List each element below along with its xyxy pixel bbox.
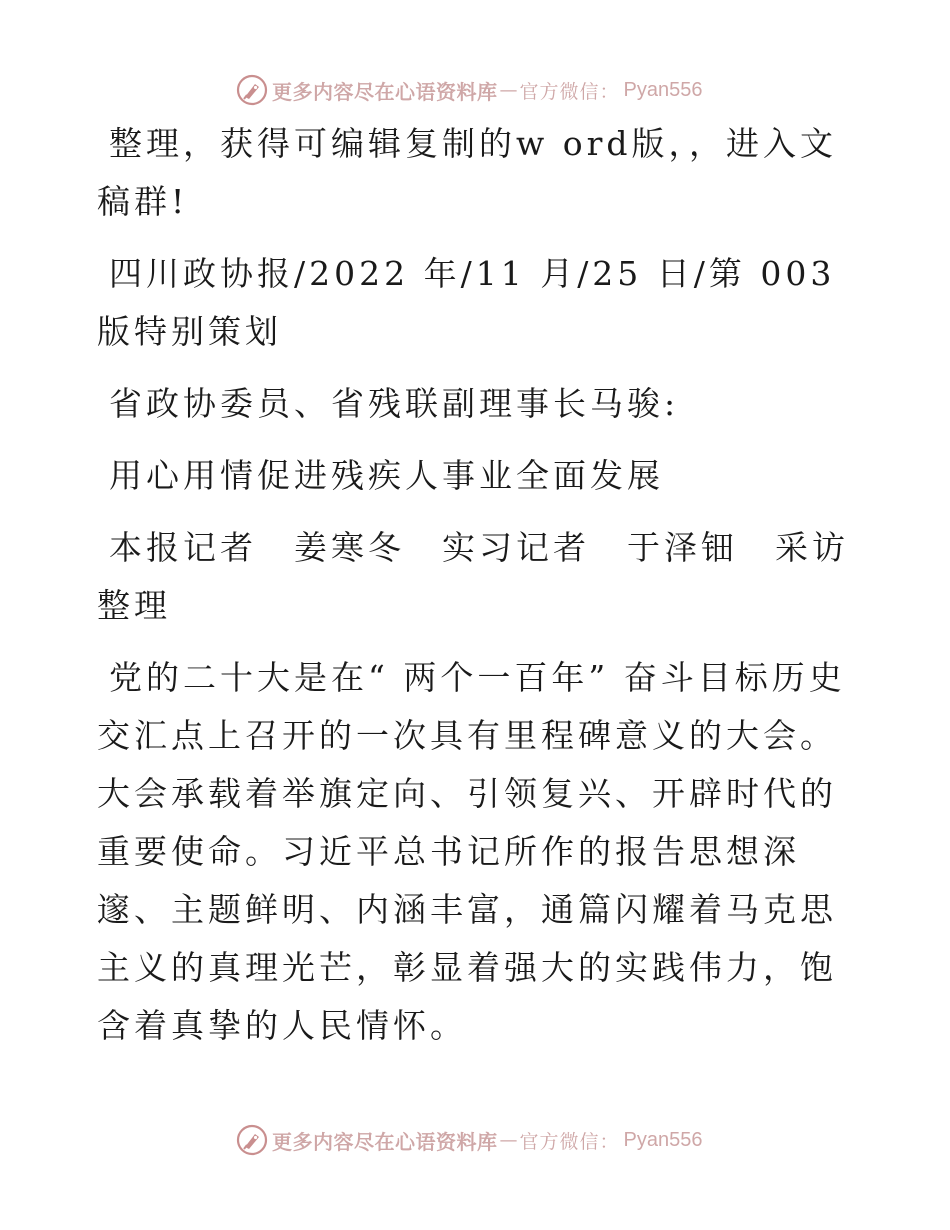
watermark-main-text: 更多内容尽在心语资料库 — [272, 1129, 498, 1154]
byline: 本报记者 姜寒冬 实习记者 于泽钿 采访整理 — [97, 528, 849, 625]
body-paragraph: 党的二十大是在“ 两个一百年” 奋斗目标历史交汇点上召开的一次具有里程碑意义的大会。大会承载着举旗定向、引领复兴、开辟时代的重要使命。习近平总书记所作的报告思想深邃、主题鲜明、内涵丰富，通篇闪耀着马克思主义的真理光芒，彰显着强大的实践伟力，饱含着真挚的人民情怀。 — [97, 658, 846, 1045]
watermark-main-text: 更多内容尽在心语资料库 — [272, 79, 498, 104]
watermark-wechat-id: Pyan556 — [623, 1128, 703, 1151]
article-title: 用心用情促进残疾人事业全面发展 — [109, 456, 664, 495]
pen-nib-logo-icon — [236, 74, 268, 106]
document-body — [97, 115, 857, 1069]
header-watermark — [236, 72, 702, 108]
interviewee-line: 省政协委员、省残联副理事长马骏: — [109, 384, 680, 423]
source-line: 四川政协报/2022 年/11 月/25 日/第 003 版特别策划 — [97, 254, 836, 351]
watermark-dash: — — [499, 79, 518, 101]
watermark-dash: — — [499, 1129, 518, 1151]
watermark-wechat-label: 官方微信： — [519, 80, 620, 103]
pen-nib-logo-icon — [236, 1124, 268, 1156]
watermark-wechat-id: Pyan556 — [623, 78, 703, 101]
intro-paragraph: 整理，获得可编辑复制的w ord版，，进入文稿群! — [97, 124, 838, 221]
footer-watermark — [236, 1122, 702, 1158]
watermark-wechat-label: 官方微信： — [519, 1130, 620, 1153]
